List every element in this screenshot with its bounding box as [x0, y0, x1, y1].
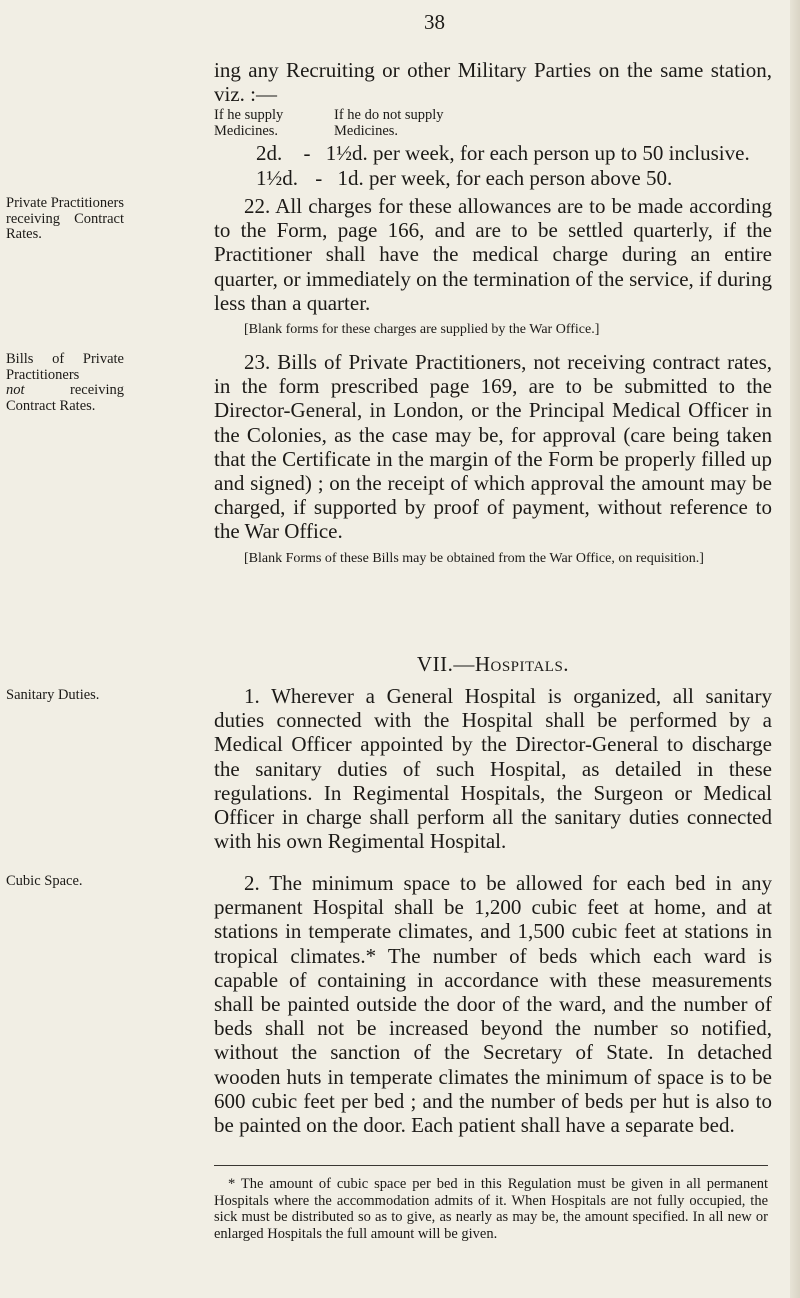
margin-note-text: Bills of Private Practitioners: [6, 351, 124, 383]
footnote-rule: [214, 1165, 768, 1166]
bracket-note: [Blank Forms of these Bills may be obtained from the War Office, on requisition.]: [244, 550, 704, 566]
rate-text: per week, for each person above 50.: [369, 166, 673, 190]
footnote: * The amount of cubic space per bed in this Regulation must be given in all permanent Hospitals where the accommodation admits of it. When Hospitals are not fully occupied, the sick must be distributed so as to give, as nearly as may be, the amount specified. In all new or enlarged Hospitals the full amount will be given.: [214, 1176, 768, 1242]
margin-note-text: receiving Contract Rates.: [6, 382, 124, 414]
paragraph: 22. All charges for these allowances are to be made according to the Form, page 166, and are to be settled quarterly, if the Practitioner shall have the medical charge during an entire quarter, or immediately on the termination of the service, if during less than a quarter.: [214, 194, 772, 315]
paragraph: 23. Bills of Private Practitioners, not receiving contract rates, in the form prescribed page 169, are to be submitted to the Director-General, in London, or the Principal Medical Officer in the Colonies, as the case may be, for approval (care being taken that the Certificate in the margin of the Form be properly filled up and signed) ; on the receipt of which approval the amount may be charged, if supported by proof of payment, without reference to the War Office.: [214, 350, 772, 544]
section-title: VII.—Hospitals.: [416, 652, 570, 676]
section-22: [214, 194, 772, 338]
charge-head-supply: If he supply Medicines.: [214, 107, 284, 139]
rate-row: [256, 166, 672, 191]
paragraph: 2. The minimum space to be allowed for each bed in any permanent Hospital shall be 1,200 cubic feet at home, and at stations in temperate climates, and 1,500 cubic feet at stations in tropical climates.* The number of beds which each ward is capable of containing in accordance with these measurements shall be painted outside the door of the ward, and the number of beds shall not be increased beyond the number so notified, without the sanction of the Secretary of State. In detached wooden huts in temperate climates the minimum of space is to be 600 cubic feet per bed ; and the number of beds per hut is also to be painted on the door. Each patient shall have a separate bed.: [214, 871, 772, 1138]
rate-no-supply: 1½d.: [325, 141, 368, 165]
margin-note: [6, 352, 124, 414]
section-23: [214, 350, 772, 567]
margin-note: Sanitary Duties.: [6, 687, 100, 703]
intro-paragraph: ing any Recruiting or other Military Parties on the same station, viz. :—: [214, 58, 772, 107]
bracket-note: [Blank forms for these charges are supplied by the War Office.]: [244, 322, 600, 338]
rate-supply: 2d.: [256, 141, 283, 165]
rate-no-supply: 1d.: [337, 166, 364, 190]
margin-note-italic: not: [6, 382, 25, 398]
paragraph: 1. Wherever a General Hospital is organized, all sanitary duties connected with the Hospital shall be performed by a Medical Officer appointed by the Director-General to discharge the sanitary duties of such Hospital, as detailed in these regulations. In Regimental Hospitals, the Surgeon or Medical Officer in charge shall perform all the sanitary duties connected with his own Regimental Hospital.: [214, 684, 772, 854]
charge-head-no-supply: If he do not supply Medicines.: [334, 107, 444, 139]
rate-supply: 1½d.: [256, 166, 298, 190]
margin-note: Cubic Space.: [6, 873, 83, 889]
rate-dash: -: [303, 141, 311, 165]
rate-row: [256, 141, 750, 166]
page-number: 38: [424, 10, 445, 34]
rate-dash: -: [315, 166, 323, 190]
margin-note: Private Practitioners receiving Contract Rates.: [6, 195, 124, 242]
rate-text: per week, for each person up to 50 inclusive.: [373, 141, 750, 165]
page-edge: [790, 0, 800, 1298]
